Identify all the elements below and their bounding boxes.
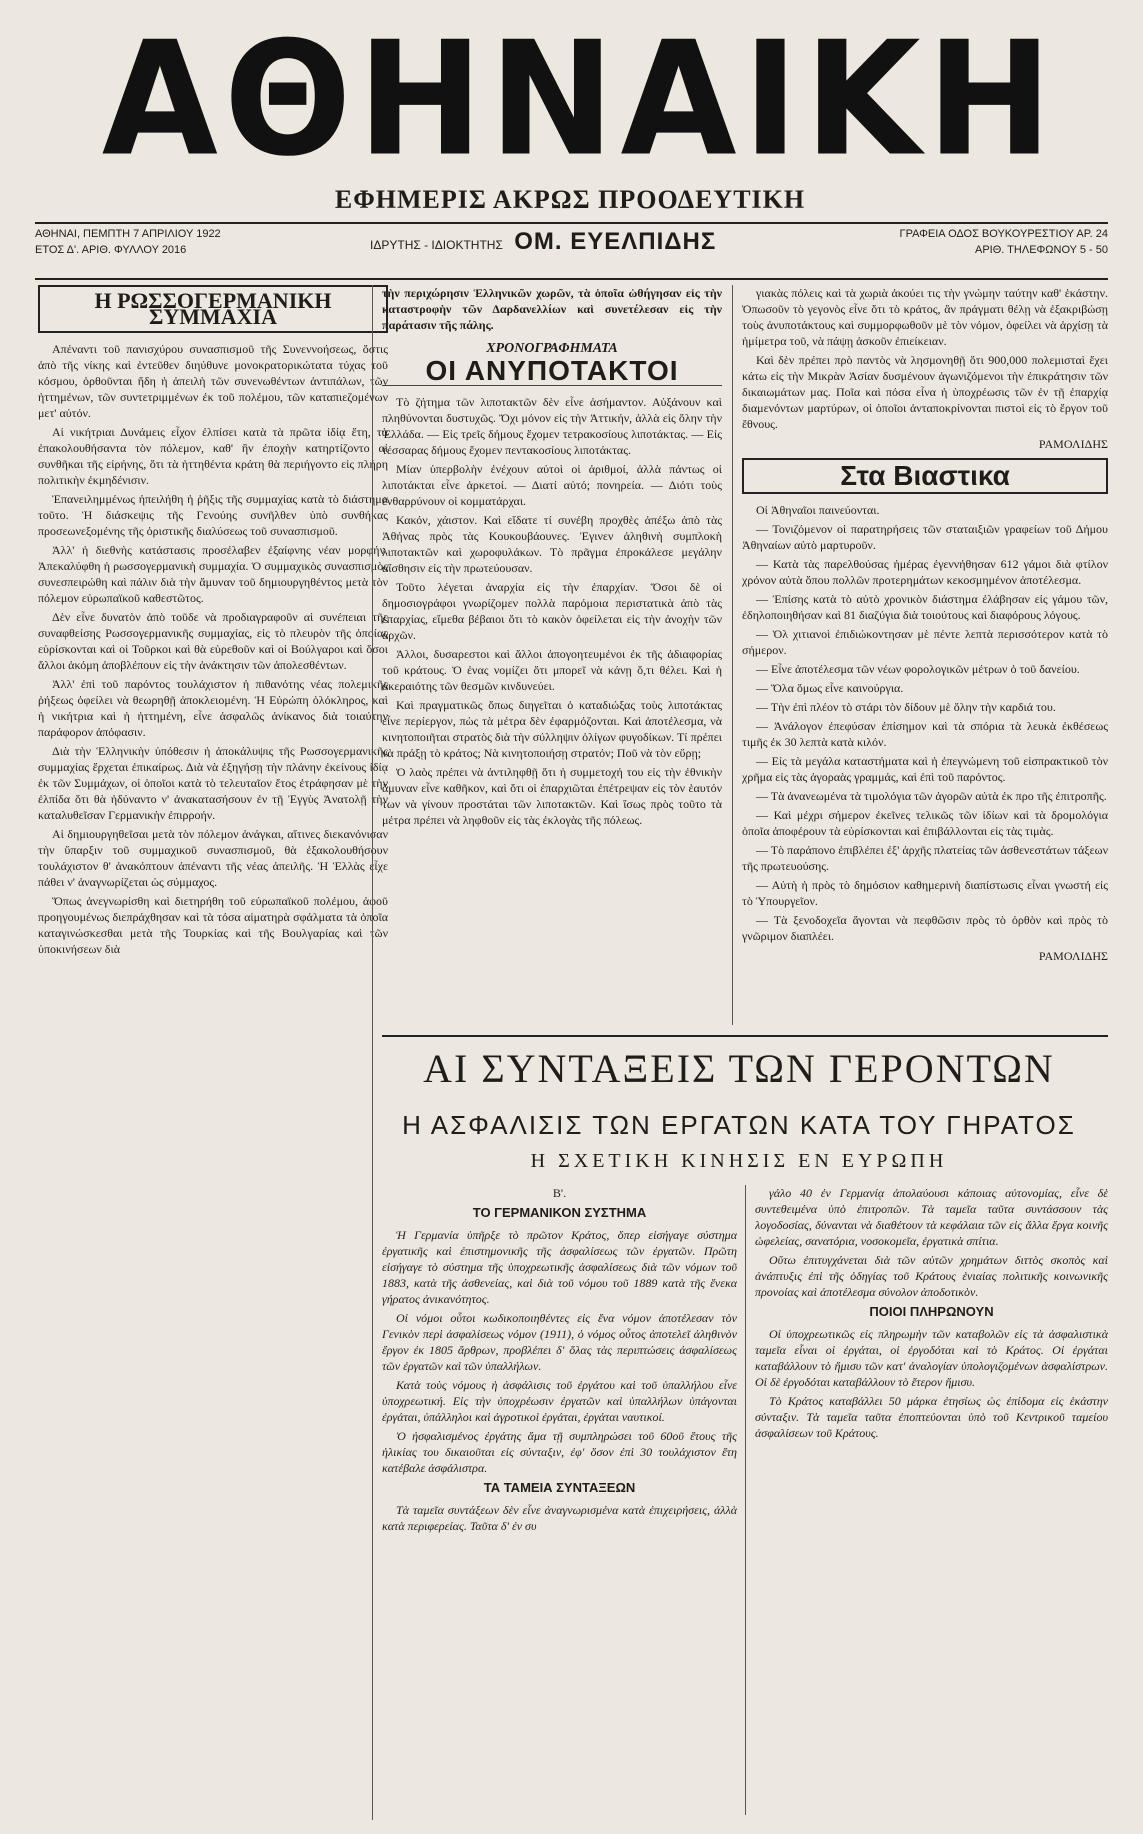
feature-kicker: Η ΣΧΕΤΙΚΗ ΚΙΝΗΣΙΣ ΕΝ ΕΥΡΩΠΗ (530, 1150, 948, 1172)
col2-paragraph: Τὸ ζήτημα τῶν λιποτακτῶν δὲν εἶνε ἀσήμαντον. Αὐξάνουν καὶ πληθύνονται δυστυχῶς. Ὄχι μόνον εἰς τὴν Ἀττικήν, ἀλλὰ εἰς ὅλην τὴν Ἑλλάδα. — Εἰς τρεῖς δήμους ἔχομεν τετρακοσίους λιποτάκτας. — Εἰς τέσσαρας δήμους ἔχομεν πεντακοσίους λιποτάκτας. (382, 395, 722, 457)
col3-item: — Ἀνάλογον ἐπεφύσαν ἐπίσημον καὶ τὰ σπόρια τὰ λευκὰ ἐκθέσεως τιμῆς ἐκ 30 λεπτὰ κατὰ κιλόν. (742, 719, 1108, 749)
office-phone: ΑΡΙΘ. ΤΗΛΕΦΩΝΟΥ 5 - 50 (974, 244, 1108, 256)
feature-right-column (755, 1185, 1108, 1815)
col2-paragraph: Μίαν ὑπερβολὴν ἐνέχουν αὐτοὶ οἱ ἀριθμοί, ἀλλὰ πάντως οἱ λιποτάκται εἶνε ἀρκετοί. — Διατί αὐτό; πονηρεία. — Διότι τοὺς ἐνθαρρύνουν οἱ κομματάρχαι. (382, 462, 722, 508)
col3-item: — Τὰ ἀνανεωμένα τὰ τιμολόγια τῶν ἀγορῶν αὐτὰ ἐκ προ τῆς ἐπιτροπῆς. (756, 789, 1107, 803)
feature-top-rule (382, 1035, 1108, 1037)
col3-box-headline: Στα Βιαστικα (742, 458, 1108, 494)
column-2 (382, 285, 722, 1025)
col3-paragraph: Καὶ δὲν πρέπει πρὸ παντὸς νὰ λησμονηθῇ ὅτι 900,000 πολεμισταὶ ἔχει κάτω εἰς τὴν Μικρὰν Ἀσίαν δυσμένουν ἀγωνιζόμενοι τὴν ἐπικράτησιν τῶν δικαιωμάτων μας. Ποῖα καὶ πόσα εἶνα ἡ ὑποχρέωσις τῶν ἐν τῇ ἐπαρχίᾳ διαμενόντων μαρτύρων, οἱ ὁποῖοι ἀνταποκρίνονται πιστοὶ εἰς τὸ ἔργον τοῦ ἔθνους. (742, 353, 1108, 431)
founder-block (370, 228, 716, 256)
col3-item: — Τὴν ἐπὶ πλέον τὸ στάρι τὸν δίδουν μὲ ὅλην τὴν καρδιά του. (756, 700, 1056, 714)
col2-paragraph: Κακόν, χάιστον. Καὶ εἴδατε τί συνέβη προχθὲς ἀπέξω ἀπὸ τὰς Ἀθήνας πρὸς τὰς Κουκουβάουνες. Ἐγινεν ἀληθινὴ συμπλοκὴ λιποτακτῶν καὶ χωροφυλάκων. Τὸ πρᾶγμα ἐπροκάλεσε μεγάλην αἴσθησιν εἰς τὴν πρωτεύουσαν. (382, 513, 722, 575)
col2-section-label: ΧΡΟΝΟΓΡΑΦΗΜΑΤΑ (486, 341, 618, 356)
col3-item: — Τὸ παράπονο ἐπιβλέπει ἐξ' ἀρχῆς πλατείας τῶν ἀσθενεστάτων τάξεων τῆς πρωτευούσης. (742, 843, 1108, 873)
issue-date: ΑΘΗΝΑΙ, ΠΕΜΠΤΗ 7 ΑΠΡΙΛΙΟΥ 1922 (35, 228, 221, 240)
feature-paragraph: Τὰ ταμεῖα συντάξεων δὲν εἶνε ἀναγνωρισμένα κατὰ ἐπιχειρήσεις, ἀλλὰ κατὰ περιφερείας. Ταῦτα δ' ἐν συ (382, 1503, 737, 1533)
info-bar (35, 226, 1108, 276)
col1-paragraph: Ὅπως ἀνεγνωρίσθη καὶ διετηρήθη τοῦ εὐρωπαϊκοῦ πολέμου, ἀφοῦ προηγουμένως διεπράχθησαν καὶ τὰ τόσα αἱματηρὰ σφάλματα τὰ ὁποῖα καταγινώσκεσθαι μετὰ τῆς Τουρκίας καὶ τῆς Βουλγαρίας καὶ τῶν ὑποκινήσεων διὰ (38, 894, 388, 956)
col1-paragraph: Ἀλλ' ἡ διεθνὴς κατάστασις προσέλαβεν ἐξαίφνης νέαν μορφήν. Ἀπεκαλύφθη ἡ ρωσσογερμανικὴ συμμαχία. Ὁ συμμαχικὸς συνασπισμὸς συνεσπειρώθη καὶ πάλιν διὰ τὴν ἄμυναν τοῦ δημιουργηθέντος μετὰ τὸν πόλεμον εὐρωπαϊκοῦ καθεστῶτος. (38, 543, 388, 605)
office-block (900, 226, 1108, 258)
col2-paragraph: Ἀλλοι, δυσαρεστοι καὶ ἄλλοι ἀπογοητευμένοι ἐκ τῆς ἀδιαφορίας τοῦ κράτους. Ὁ ἐνας νομίζει ὅτι μπορεῖ νὰ κάνῃ ὅ,τι θέλει. Καὶ ἡ ἀκεραιότης τῶν θεσμῶν κινδυνεύει. (382, 647, 722, 693)
feature-paragraph: Οὕτω ἐπιτυγχάνεται διὰ τῶν αὐτῶν χρημάτων διττὸς σκοπὸς καὶ ἀνάπτυξις ἐπὶ τῆς ὁδηγίας τοῦ Κράτους ἑνιαίας πολιτικῆς κοινωνικῆς προνοίας καὶ ἀποτέλεσμα σύνολον ἀποδοτικὸν. (755, 1253, 1108, 1299)
masthead-title: ΑΘΗΝΑΙΚΗ (101, 8, 1059, 192)
column-3 (742, 285, 1108, 1025)
col3-item: — Εἶνε ἀποτέλεσμα τῶν νέων φορολογικῶν μέτρων ὁ τοῦ δανείου. (756, 662, 1080, 676)
col3-item: — Ἐπίσης κατὰ τὸ αὐτὸ χρονικὸν διάστημα ἐλάβησαν εἰς γάμου τῶν, ἐδηλοποιηθήσαν καὶ 81 διαζύγια διὰ τοιούτους καὶ διαφόρους λόγους. (742, 592, 1108, 622)
col3-item: Οἱ Ἀθηναῖοι παινεύονται. (756, 503, 880, 517)
col1-headline: Η ΡΩΣΣΟΓΕΡΜΑΝΙΚΗ ΣΥΜΜΑΧΙΑ (38, 285, 388, 333)
col3-item: — Τονιζόμενον οἱ παρατηρήσεις τῶν σταταιξιῶν γραφείων τοῦ Δήμου Ἀθηναίων αὐτὸ μαρτυροῦν. (742, 522, 1108, 552)
date-block (35, 226, 221, 258)
col1-paragraph: Ἐπανειλημμένως ἠπειλήθη ἡ ῥῆξις τῆς συμμαχίας κατὰ τὸ διάστημα τοῦτο. Ἡ διάσκεψις τῆς Γενούης συνῆλθεν ὑπὸ συνθήκας προσεωνεξομένης τῆς ὁριστικῆς διαλύσεως τοῦ συνασπισμοῦ. (38, 492, 388, 538)
col1-paragraph: Αἱ νικήτριαι Δυνάμεις εἶχον ἐλπίσει κατὰ τὰ πρῶτα ἰδίᾳ ἔτη, τὰ ἐπακολουθήσαντα τὸν πόλεμον, καθ' ἣν ἐποχὴν κατηρτίζοντο αἱ συνθῆκαι τῆς εἰρήνης, ὅτι τὰ ἡττηθέντα κράτη θὰ περιήγοντο εἰς πλήρη πολιτικὴν ἐκμηδένισιν. (38, 425, 388, 487)
col2-paragraph: Καὶ πραγματικῶς ὅπως διηγεῖται ὁ καταδιώξας τοὺς λιποτάκτας εἶνε περίεργον, πὼς τὰ μέτρα δὲν ἐφαρμόζονται. Καὶ ἀποτέλεσμα, νὰ κινητοποιῆται στρατὸς διὰ τὴν σύλληψιν ὀλίγων φυγοδίκων. Τί πρέπει νὰ πράξῃ τὸ κράτος; Νὰ κινητοποιήσῃ στρατόν; Ποῦ νὰ τὸν εὕρῃ; (382, 698, 722, 760)
col1-paragraph: Διὰ τὴν Ἑλληνικὴν ὑπόθεσιν ἡ ἀποκάλυψις τῆς Ρωσσογερμανικῆς συμμαχίας ἔρχεται ἐπικαίρως. Διὰ νὰ ἐξηγήσῃ τὴν πλάνην ἐκείνους ἰδίᾳ ἐκ τῶν Συμμάχων, οἱ ὁποῖοι κατὰ τὸ τελευταῖον ἔτος ἐτράφησαν μὲ τὴν ἐλπίδα ὅτι θὰ ἠδύναντο ν' ἀνακατασήσουν ἐν τῇ Ἐγγὺς Ἀνατολῇ τὴν καταλυθεῖσαν Γερμανικὴν ἐπιρροήν. (38, 744, 388, 822)
masthead (80, 8, 1080, 192)
founder-name: ΟΜ. ΕΥΕΛΠΙΔΗΣ (514, 228, 717, 255)
column-divider-2 (732, 285, 733, 1025)
feature-paragraph: Ὁ ἠσφαλισμένος ἐργάτης ἅμα τῇ συμπληρώσει τοῦ 60οῦ ἔτους τῆς ἡλικίας του δικαιοῦται εἰς σύνταξιν, ἐφ' ὅσον ἐπὶ 30 τουλάχιστον ἔτη κατέβαλε ἀσφάλιστρα. (382, 1429, 737, 1475)
col1-paragraph: Ἀλλ' ἐπὶ τοῦ παρόντος τουλάχιστον ἡ πιθανότης νέας πολεμικῆς ῥήξεως ὀφείλει νὰ θεωρηθῇ ἀποκλειομένη. Ἡ Εὐρώπη ὁλόκληρος, καὶ ἡ νικήτρια καὶ ἡ ἡττημένη, εἶνε ἀσφαλῶς ἀνίκανος διὰ τοιαύτην παράφορον ἀπόφασιν. (38, 677, 388, 739)
col2-paragraph: Τοῦτο λέγεται ἀναρχία εἰς τὴν ἐπαρχίαν. Ὅσοι δὲ οἱ δημοσιογράφοι γνωρίζομεν πολλὰ παρόμοια περιστατικὰ ἀπὸ τὰς ἐπαρχίας, εἴμεθα βέβαιοι ὅτι τὸ κακὸν ὀφείλεται εἰς τὴν ἀνοχὴν τῶν ἀρχῶν. (382, 580, 722, 642)
col2-paragraph: Ὁ λαὸς πρέπει νὰ ἀντιληφθῇ ὅτι ἡ συμμετοχή του εἰς τὴν ἐθνικὴν ἄμυναν εἶνε καθῆκον, καὶ ὅτι οἱ ἐπαρχιῶται ἐπέτρεψαν εἰς τὸν ἑαυτόν των νὰ γίνουν προστάται τῶν λιποτακτῶν. Καὶ ἴσως πρὸς τοῦτο τὰ μέτρα πρέπει νὰ ληφθοῦν εἰς τὰς ἐκλογὰς τῆς πόλεως. (382, 765, 722, 827)
col3-signature: ΡΑΜΟΛΙΔΗΣ (1038, 437, 1108, 451)
col3-item: — Κατὰ τὰς παρελθούσας ἡμέρας ἐγεννήθησαν 612 γάμοι διὰ φτίλον χρόνον αὐτὰ ὅπου πολλῶν προτερημάτων κεκοσμημένον ἀποτέλεσμα. (742, 557, 1108, 587)
feature-section-head: ΤΟ ΓΕΡΜΑΝΙΚΟΝ ΣΥΣΤΗΜΑ (472, 1205, 647, 1220)
feature-paragraph: Οἱ ὑποχρεωτικῶς εἰς πληρωμὴν τῶν καταβολῶν εἰς τὰ ἀσφαλιστικὰ ταμεῖα εἶναι οἱ ἐργάται, οἱ ἐργοδόται καὶ τὸ Κράτος. Οἱ ἐργάται καταβάλλουν τὸ ἥμισυ τῶν κατ' ἀναλογίαν ὑπολογιζομένων ἀσφαλίστρων. Οἱ δὲ ἐργοδόται καταβάλλουν τὸ ἕτερον ἥμισυ. (755, 1327, 1108, 1389)
feature-headline: ΑΙ ΣΥΝΤΑΞΕΙΣ ΤΩΝ ΓΕΡΟΝΤΩΝ (423, 1046, 1055, 1091)
col3-box-signature: ΡΑΜΟΛΙΔΗΣ (1038, 949, 1108, 963)
feature-left-column (382, 1185, 737, 1815)
col3-item: — Εἰς τὰ μεγάλα καταστήματα καὶ ἡ ἐπεγνώμενη τοῦ εἰσπρακτικοῦ τὸν χρῆμα εἰς τὰς ἀγοραὰς γραμμάς, καὶ ἐπὶ τοῦ παρόντος. (742, 754, 1108, 784)
feature-subheadline: Η ΑΣΦΑΛΙΣΙΣ ΤΩΝ ΕΡΓΑΤΩΝ ΚΑΤΑ ΤΟΥ ΓΗΡΑΤΟΣ (402, 1110, 1076, 1140)
col3-paragraph: γιακὰς πόλεις καὶ τὰ χωριὰ ἀκούει τις τὴν γνώμην ταύτην καθ' ἑκάστην. Ὁπωσοῦν τὸ γεγονὸς εἶνε ὅτι τὸ κράτος, ἂν πράγματι θέλῃ νὰ ἐξακριβώσῃ τοὺς ἀνυποτάκτους καὶ συμμορφωθοῦν μὲ τὸν νόμον, ὀφείλει νὰ ἀρχίσῃ τὰ ἡμίμετρα τοῦ, νὰ πάψῃ ἀσκοῦν ἐπιείκειαν. (742, 286, 1108, 348)
feature-paragraph: Κατὰ τοὺς νόμους ἡ ἀσφάλισις τοῦ ἐργάτου καὶ τοῦ ὑπαλλήλου εἶνε ὑποχρεωτική. Εἰς τὴν ὑποχρέωσιν ἐργατῶν καὶ ὑπαλλήλων ὑπάγονται ἐργάται, ὑπάλληλοι καὶ ἀγροτικοὶ ἐργάται, ἐργάται ναυτικοί. (382, 1378, 737, 1424)
col3-item: — Τὰ ξενοδοχεῖα ἄγονται νὰ πεφθῶσιν πρὸς τὸ ὀρθὸν καὶ πρὸς τὸ γνῶριμον διαπλέει. (742, 913, 1108, 943)
feature-part-number: Β'. (552, 1186, 567, 1200)
feature-divider (745, 1185, 746, 1815)
info-bottom-rule (35, 278, 1108, 280)
masthead-subtitle: ΕΦΗΜΕΡΙΣ ΑΚΡΩΣ ΠΡΟΟΔΕΥΤΙΚΗ (334, 185, 806, 214)
col3-item: — Αὐτὴ ἡ πρὸς τὸ δημόσιον καθημερινὴ διαπίστωσις εἶναι γνωστή εἰς τὸ Ὑπουργεῖον. (742, 878, 1108, 908)
col3-item: — Καὶ μέχρι σήμερον ἐκεῖνες τελικῶς τῶν ἰδίων καὶ τὰ δρομολόγια ὁποῖα ἀποφέρουν τὰ εὐρίσκονται καὶ ἐπιβάλλονται εἰς τὰς τιμὰς. (742, 808, 1108, 838)
col2-lead: τὴν περιχώρησιν Ἑλληνικῶν χωρῶν, τὰ ὁποῖα ὡθήγησαν εἰς τὴν καταστροφὴν τῶν Δαρδανελλίων καὶ συνετέλεσαν εἰς τὴν παράτασιν τῆς πάλης. (382, 286, 722, 332)
col2-headline: ΟΙ ΑΝΥΠΟΤΑΚΤΟΙ (382, 363, 722, 386)
col3-item: — Ὅλα ὅμως εἶνε καινούργια. (756, 681, 904, 695)
column-1 (38, 285, 388, 1825)
feature-paragraph: γάλο 40 ἐν Γερμανίᾳ ἀπολαύουσι κάποιας αὐτονομίας, εἶνε δὲ συντεθειμένα ὑπὸ ἐπιτροπῶν. Τὰ ταμεῖα ταῦτα συντάσσουν τὰς λογοδοσίας, δύνανται νὰ διαθέτουν τὰ κεφάλαια τῶν εἰς ἄλλα ἔργα κοινῆς ὠφελείας, σανατόρια, νοσοκομεῖα, ἐργατικὰ σπίτια. (755, 1186, 1108, 1248)
office-address: ΓΡΑΦΕΙΑ ΟΔΟΣ ΒΟΥΚΟΥΡΕΣΤΙΟΥ ΑΡ. 24 (899, 228, 1108, 240)
feature-paragraph: Τὸ Κράτος καταβάλλει 50 μάρκα ἐτησίως ὡς ἐπίδομα εἰς ἑκάστην σύνταξιν. Τὰ ταμεῖα ταῦτα ἐποπτεύονται ὑπὸ τοῦ Κεντρικοῦ ταμείου ἀσφαλίσεων τοῦ Κράτους. (755, 1394, 1108, 1440)
issue-number: ΕΤΟΣ Δ'. ΑΡΙΘ. ΦΥΛΛΟΥ 2016 (35, 244, 187, 256)
col3-item: — Ὁλ χιτιανοὶ ἐπιδιώκοντησαν μὲ πέντε λεπτὰ περισσότερον κατὰ τὸ σήμερον. (742, 627, 1108, 657)
feature-paragraph: Ἡ Γερμανία ὑπῆρξε τὸ πρῶτον Κράτος, ὅπερ εἰσήγαγε σύστημα ἐργατικῆς καὶ ἐπιστημονικῆς τῆς ἀσφαλίσεως τῶν ἐργατῶν. Πρῶτη εἰσήγαγε τὸ σύστημα τῆς ὑποχρεωτικῆς ἀσφαλίσεως διὰ τῶν νόμων τοῦ 1883, κατὰ τῆς ἀσθενείας, καὶ διὰ τοῦ νόμου τοῦ 1889 κατὰ τῆς ἕνεκα γήρατος ἀνικανότητος. (382, 1228, 737, 1306)
col1-paragraph: Αἱ δημιουργηθεῖσαι μετὰ τὸν πόλεμον ἀνάγκαι, αἵτινες διεκανόνισαν τὴν ὕπαρξιν τοῦ συμμαχικοῦ συνασπισμοῦ, θὰ ἐξακολουθήσουν τουλάχιστον θ' ἀνακόπτουν ἀπέναντι τῆς νέας ἀπειλῆς. Ἡ Ἑλλὰς εἶχε πάθει ν' ἀναγνωρίζεται ὡς σύμμαχος. (38, 827, 388, 889)
feature-paragraph: Οἱ νόμοι οὗτοι κωδικοποιηθέντες εἰς ἕνα νόμον ἀποτέλεσαν τὸν Γενικὸν περὶ ἀσφαλίσεως νόμον (1911), ὁ νόμος οὗτος ἀποτελεῖ ἀληθινὸν ἔργον ἐκ 1805 ἄρθρων, προβλέπει δ' ὅλας τὰς περιπτώσεις ἀσφαλίσεως τῶν ἐργατῶν καὶ τῶν ὑπαλλήλων. (382, 1311, 737, 1373)
top-rule (35, 222, 1108, 224)
col1-paragraph: Απέναντι τοῦ πανισχύρου συνασπισμοῦ τῆς Συνεννοήσεως, ὅστις ἀπὸ τῆς νίκης καὶ ἐντεῦθεν διηύθυνε μονοκρατορικώτατα τύχας τοῦ κόσμου, ὀρθοῦνται ἤδη ἡ ἀπειλὴ τῶν συνενωθέντων ἀντιπάλων, τῶν ἡττημένων, τῶν συντετριμμένων ἐκ τοῦ πολέμου, τῶν καταπιεζομένων μετ' αὐτόν. (38, 342, 388, 420)
founder-label: ΙΔΡΥΤΗΣ - ΙΔΙΟΚΤΗΤΗΣ (370, 238, 503, 252)
feature-left-subhead: ΤΑ ΤΑΜΕΙΑ ΣΥΝΤΑΞΕΩΝ (483, 1480, 636, 1495)
feature-right-subhead: ΠΟΙΟΙ ΠΛΗΡΩΝΟΥΝ (869, 1304, 994, 1319)
col1-paragraph: Δὲν εἶνε δυνατὸν ἀπὸ τοῦδε νὰ προδιαγραφοῦν αἱ συνέπειαι τῆς συναφθείσης Ρωσσογερμανικῆς συμμαχίας, εἰς τὸ πλευρὸν τῆς ὁποίας εὑρίσκονται καὶ οἱ Τοῦρκοι καὶ θὰ εὑρεθοῦν καὶ οἱ Βούλγαροι καὶ ὅσοι ἄλλοι ἀκόμη ἀποβλέπουν εἰς τὴν ἀνάκτησιν τῶν ἀπολεσθέντων. (38, 610, 388, 672)
